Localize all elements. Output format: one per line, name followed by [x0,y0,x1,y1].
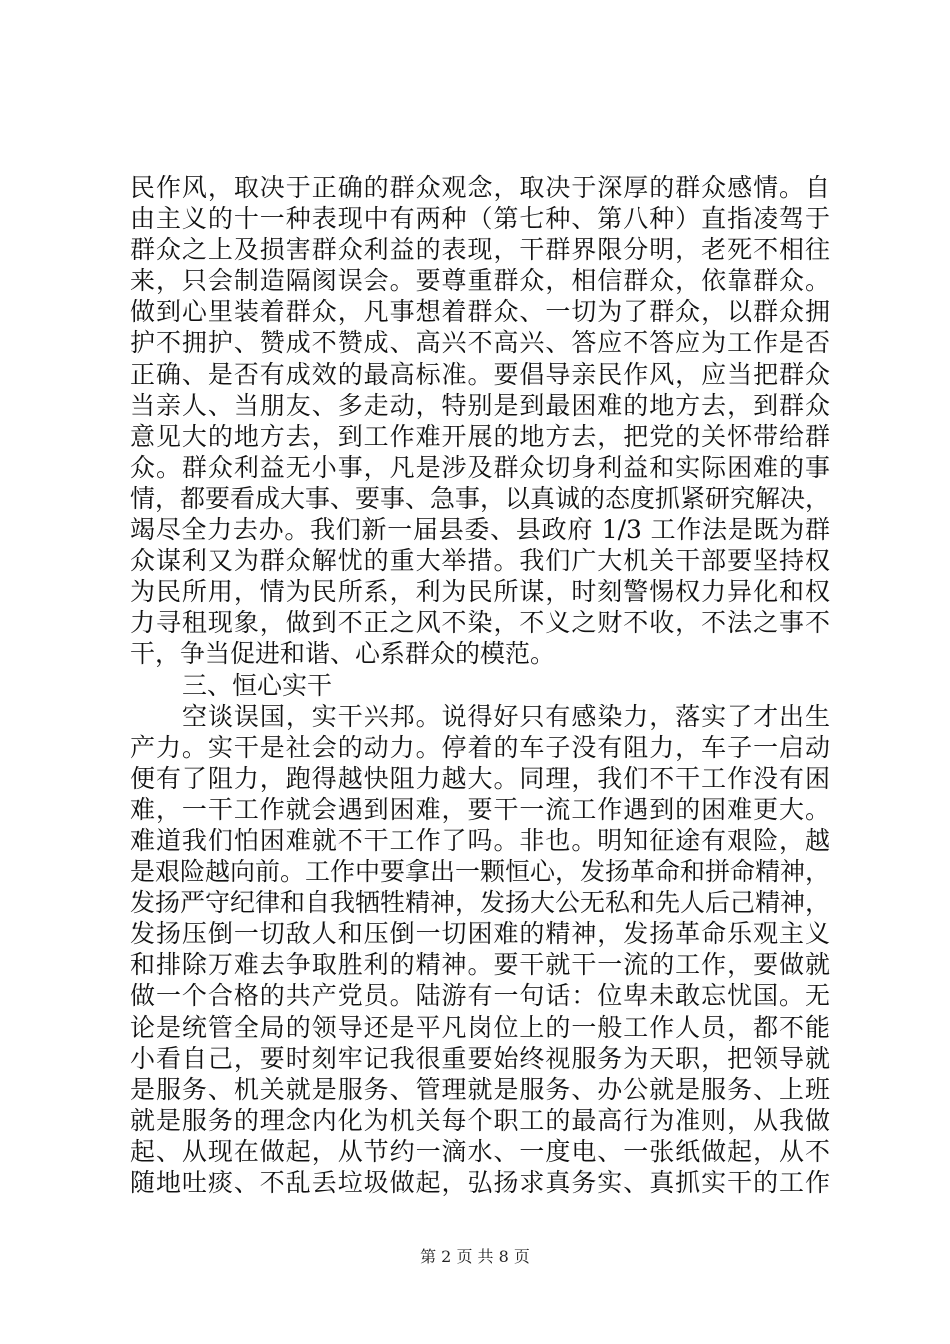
paragraph-1 [130,172,830,670]
text-line: 当亲人、当朋友、多走动，特别是到最困难的地方去，到群众 [130,390,830,420]
text-line: 论是统管全局的领导还是平凡岗位上的一般工作人员，都不能 [130,1012,830,1042]
text-line: 为民所用，情为民所系，利为民所谋，时刻警惕权力异化和权 [130,577,830,607]
text-line: 护不拥护、赞成不赞成、高兴不高兴、答应不答应为工作是否 [130,328,830,358]
text-line: 难，一干工作就会遇到困难，要干一流工作遇到的困难更大。 [130,794,830,824]
text-line: 民作风，取决于正确的群众观念，取决于深厚的群众感情。自 [130,173,830,202]
section-heading: 三、恒心实干 [182,670,333,700]
text-line: 便有了阻力，跑得越快阻力越大。同理，我们不干工作没有困 [130,763,830,793]
text-line: 产力。实干是社会的动力。停着的车子没有阻力，车子一启动 [130,732,830,762]
page-footer: 第 2 页 共 8 页 [420,1247,530,1266]
text-line: 群众之上及损害群众利益的表现，干群界限分明，老死不相往 [130,235,830,265]
text-line: 小看自己，要时刻牢记我很重要始终视服务为天职，把领导就 [130,1043,830,1073]
text-line: 发扬压倒一切敌人和压倒一切困难的精神，发扬革命乐观主义 [130,919,830,949]
text-line: 难道我们怕困难就不干工作了吗。非也。明知征途有艰险，越 [130,825,830,855]
paragraph-2 [130,701,830,1199]
text-line: 竭尽全力去办。我们新一届县委、县政府 1/3 工作法是既为群 [130,515,830,545]
text-line: 由主义的十一种表现中有两种（第七种、第八种）直指凌驾于 [130,204,830,234]
text-line: 众。群众利益无小事，凡是涉及群众切身利益和实际困难的事 [130,452,830,482]
text-line: 空谈误国，实干兴邦。说得好只有感染力，落实了才出生 [182,701,830,731]
text-line: 起、从现在做起，从节约一滴水、一度电、一张纸做起，从不 [130,1136,830,1166]
text-line: 力寻租现象，做到不正之风不染，不义之财不收，不法之事不 [130,608,830,638]
text-line: 和排除万难去争取胜利的精神。要干就干一流的工作，要做就 [130,950,830,980]
text-line: 情，都要看成大事、要事、急事，以真诚的态度抓紧研究解决， [130,483,831,513]
text-line: 发扬严守纪律和自我牺牲精神，发扬大公无私和先人后己精神， [130,888,831,918]
text-line: 干，争当促进和谐、心系群众的模范。 [130,639,556,669]
text-line: 随地吐痰、不乱丢垃圾做起，弘扬求真务实、真抓实干的工作 [130,1168,830,1197]
text-line: 众谋利又为群众解忧的重大举措。我们广大机关干部要坚持权 [130,546,830,576]
text-line: 做一个合格的共产党员。陆游有一句话：位卑未敢忘忧国。无 [130,981,830,1011]
text-line: 来，只会制造隔阂误会。要尊重群众，相信群众，依靠群众。 [130,266,830,296]
text-line: 是服务、机关就是服务、管理就是服务、办公就是服务、上班 [130,1074,830,1104]
text-line: 意见大的地方去，到工作难开展的地方去，把党的关怀带给群 [130,421,830,451]
text-line: 正确、是否有成效的最高标准。要倡导亲民作风，应当把群众 [130,359,830,389]
text-line: 就是服务的理念内化为机关每个职工的最高行为准则，从我做 [130,1105,830,1135]
document-body [130,172,830,1198]
text-line: 做到心里装着群众，凡事想着群众、一切为了群众，以群众拥 [130,297,830,327]
text-line: 是艰险越向前。工作中要拿出一颗恒心，发扬革命和拼命精神， [130,857,831,887]
